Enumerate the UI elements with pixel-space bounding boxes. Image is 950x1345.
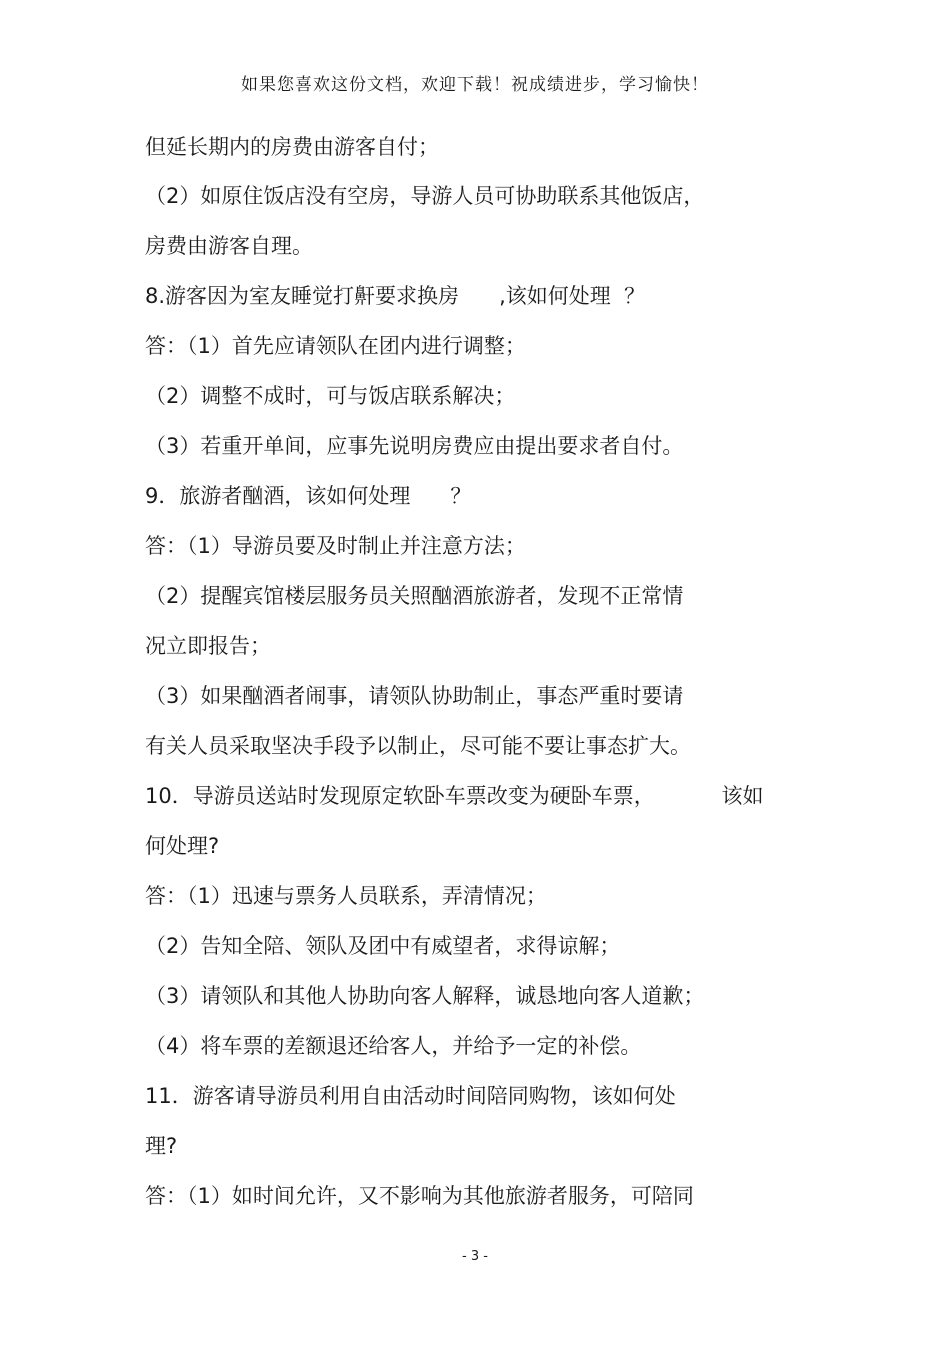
answer-line: 答：（1）导游员要及时制止并注意方法； (145, 534, 526, 558)
answer-line: 答：（1）首先应请领队在团内进行调整； (145, 334, 526, 358)
text-line: 但延长期内的房费由游客自付； (145, 135, 439, 159)
answer-line: 答：（1）迅速与票务人员联系，弄清情况； (145, 884, 547, 908)
text-line: （3）请领队和其他人协助向客人解释，诚恳地向客人道歉； (145, 984, 705, 1008)
text-line: （2）调整不成时，可与饭店联系解决； (145, 384, 516, 408)
question-line: 10．导游员送站时发现原定软卧车票改变为硬卧车票， 该如 (145, 784, 764, 808)
question-line: 9．旅游者酗酒，该如何处理 ？ (145, 484, 472, 508)
answer-line: 答：（1）如时间允许，又不影响为其他旅游者服务，可陪同 (145, 1184, 694, 1208)
text-line: （4）将车票的差额退还给客人，并给予一定的补偿。 (145, 1034, 642, 1058)
text-line: （2）提醒宾馆楼层服务员关照酗酒旅游者，发现不正常情 (145, 584, 684, 608)
text-line: （2）告知全陪、领队及团中有威望者，求得谅解； (145, 934, 621, 958)
text-line: 有关人员采取坚决手段予以制止，尽可能不要让事态扩大。 (145, 734, 691, 758)
text-line: 房费由游客自理。 (145, 234, 313, 258)
text-line: 理? (145, 1134, 178, 1158)
text-line: 况立即报告； (145, 634, 271, 658)
question-line: 11．游客请导游员利用自由活动时间陪同购物，该如何处 (145, 1084, 676, 1108)
question-line: 8.游客因为室友睡觉打鼾要求换房 ,该如何处理 ？ (145, 284, 646, 308)
page-number: - 3 - (462, 1249, 488, 1264)
text-line: 何处理? (145, 834, 220, 858)
text-line: （3）如果酗酒者闹事，请领队协助制止，事态严重时要请 (145, 684, 684, 708)
text-line: （3）若重开单间，应事先说明房费应由提出要求者自付。 (145, 434, 684, 458)
page-header: 如果您喜欢这份文档，欢迎下载！祝成绩进步，学习愉快！ (241, 75, 709, 95)
text-line: （2）如原住饭店没有空房，导游人员可协助联系其他饭店， (145, 184, 705, 208)
